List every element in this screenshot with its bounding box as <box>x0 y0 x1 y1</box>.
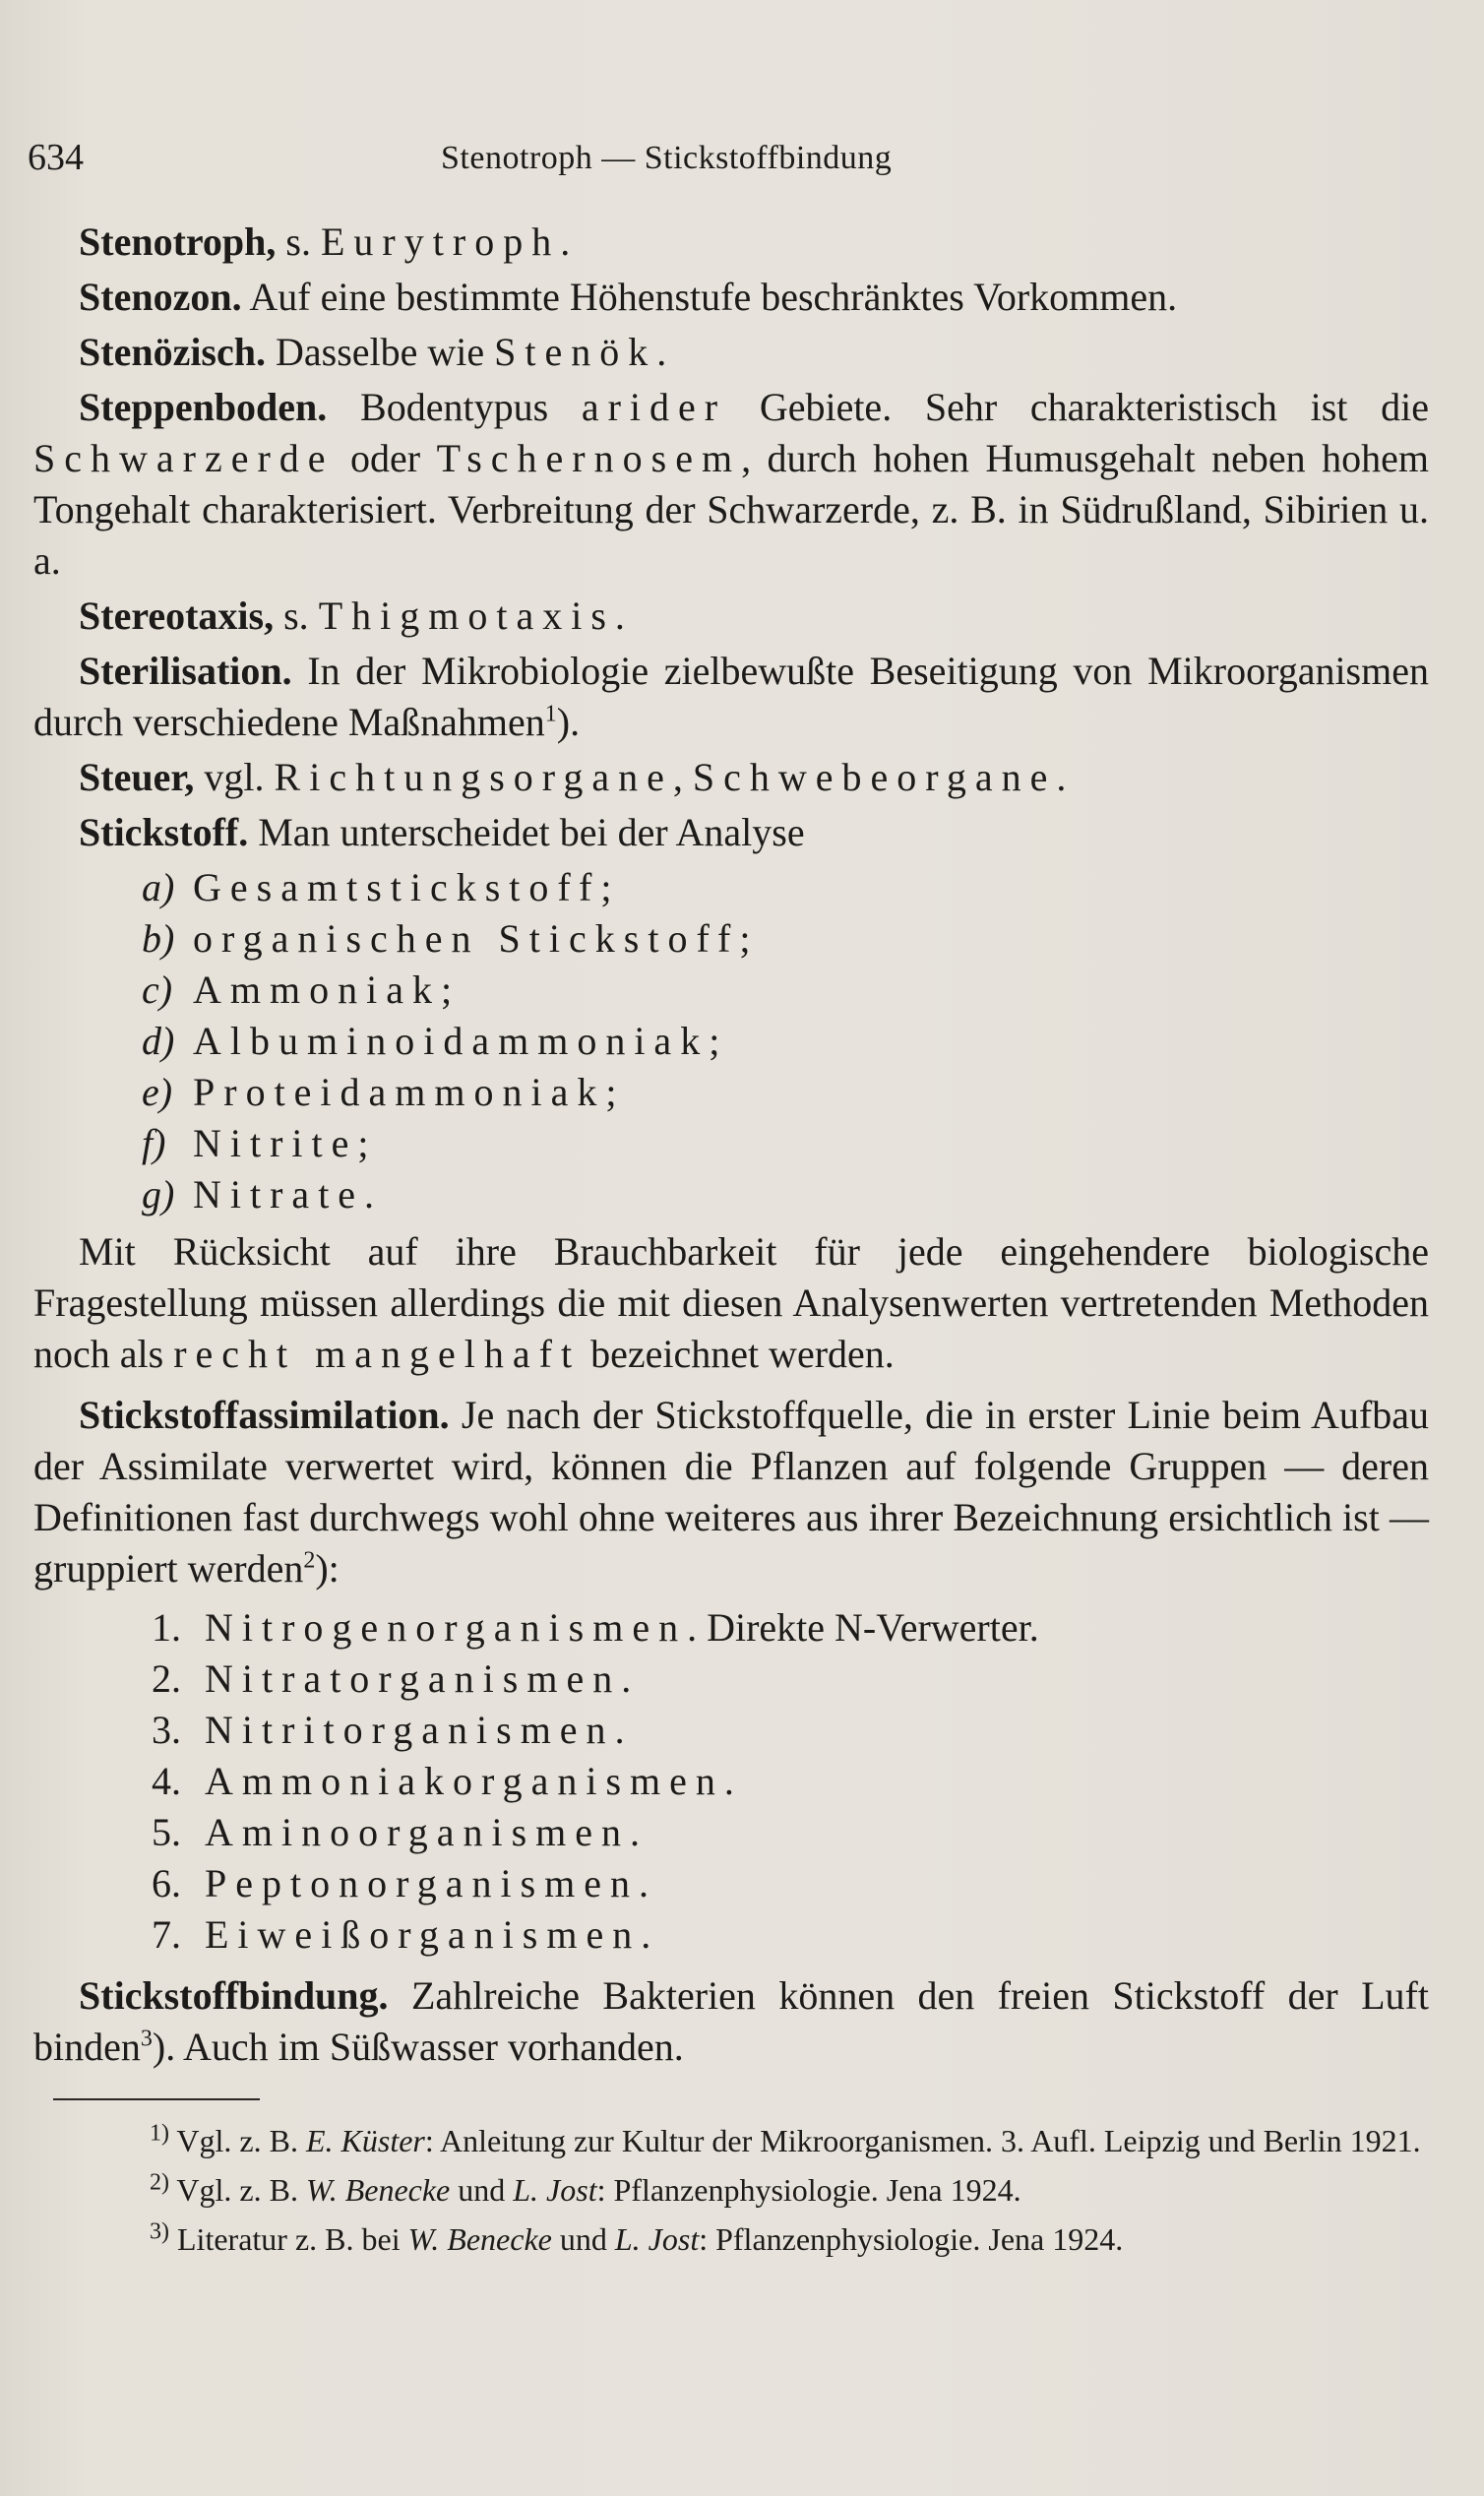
list-label: g) <box>142 1172 175 1217</box>
list-item <box>142 862 1429 913</box>
entry-text: Dasselbe wie <box>266 330 495 374</box>
footnote-text: : Anleitung zur Kultur der Mikroorganismen. 3. Aufl. Leipzig und Berlin 1921. <box>424 2123 1421 2158</box>
footnote-author: L. Jost <box>513 2172 597 2208</box>
list-text: Nitrogenorganismen <box>205 1605 688 1650</box>
footnote-1 <box>33 2118 1429 2163</box>
footnote-ref: 2 <box>303 1547 316 1574</box>
footnote-text: Literatur z. B. bei <box>169 2221 408 2257</box>
footnote-divider <box>53 2098 260 2100</box>
entry-text: Je nach der Stickstoffquelle, die in erster Linie beim Aufbau der Assimilate verwertet wird, können die Pflanzen auf folgende Gruppen — deren Definitionen fast durchwegs wohl ohne weiteres aus ihrer Bezeichnung ersichtlich ist — gruppiert werden <box>33 1393 1429 1591</box>
list-item <box>152 1756 1429 1807</box>
list-item <box>142 913 1429 965</box>
footnote-mark: 2) <box>150 2169 169 2196</box>
footnote-ref: 1 <box>544 701 557 727</box>
footnote-mark: 3) <box>150 2218 169 2245</box>
entry-text: Gebiete. Sehr charakteristisch ist die <box>726 385 1429 429</box>
entry-term: Stereotaxis, <box>79 593 275 638</box>
page-header <box>28 136 1425 195</box>
entry-term: Stenotroph, <box>79 219 277 264</box>
list-item <box>142 965 1429 1016</box>
list-text: Nitratorganismen <box>205 1656 622 1701</box>
list-text: Nitrite; <box>193 1121 378 1165</box>
list-item <box>152 1602 1429 1654</box>
list-suffix: . <box>641 1912 651 1957</box>
list-text: organischen Stickstoff; <box>193 916 760 961</box>
list-item <box>152 1858 1429 1909</box>
list-text: Nitritorganismen <box>205 1708 615 1752</box>
footnote-text: : Pflanzenphysiologie. Jena 1924. <box>596 2172 1021 2208</box>
entry-stickstoffassimilation <box>33 1390 1429 1594</box>
cross-reference: Thigmotaxis <box>318 593 615 638</box>
entry-punct: ): <box>315 1546 340 1591</box>
entry-term: Stenozon. <box>79 275 242 319</box>
list-text: Aminoorganismen <box>205 1810 631 1854</box>
list-number: 5. <box>152 1810 181 1854</box>
entry-text: , durch hohen Humusgehalt neben hohem Tongehalt charakterisiert. Verbreitung der Schwarzerde, z. B. in Südrußland, Sibirien u. a. <box>33 436 1429 583</box>
cross-reference: Schwebeorgane <box>692 755 1057 799</box>
list-item <box>142 1067 1429 1118</box>
entry-term: Stickstoff. <box>79 810 249 854</box>
footnote-text: : Pflanzenphysiologie. Jena 1924. <box>699 2221 1124 2257</box>
list-suffix: . Direkte N-Verwerter. <box>687 1605 1039 1650</box>
list-suffix: . <box>621 1656 632 1701</box>
entry-term: Stenözisch. <box>79 330 266 374</box>
footnote-text: und <box>551 2221 615 2257</box>
list-number: 2. <box>152 1656 181 1701</box>
entry-steuer <box>33 752 1429 803</box>
list-text: Ammoniak; <box>193 967 462 1012</box>
running-head: Stenotroph — Stickstoffbindung <box>441 140 893 176</box>
list-label: f) <box>142 1121 166 1165</box>
entry-punct: . <box>1056 755 1067 799</box>
list-text: Ammoniakorganismen <box>205 1759 724 1803</box>
cross-reference: Stenök <box>494 330 657 374</box>
entry-text: s. <box>274 593 319 638</box>
stickstoff-closing <box>33 1226 1429 1380</box>
entry-stickstoff <box>33 807 1429 858</box>
entry-punct: . <box>560 219 571 264</box>
entry-text: bezeichnet werden. <box>581 1332 895 1376</box>
entry-text: Bodentypus <box>327 385 582 429</box>
list-number: 6. <box>152 1861 181 1905</box>
page-number: 634 <box>28 137 84 178</box>
entry-punct: ). Auch im Süßwasser vorhanden. <box>152 2025 684 2069</box>
footnote-2 <box>33 2167 1429 2213</box>
entry-text: s. <box>276 219 321 264</box>
entry-text: oder <box>334 436 437 480</box>
entry-term: Stickstoffbindung. <box>79 1973 389 2018</box>
entry-text: Man unterscheidet bei der Analyse <box>248 810 805 854</box>
footnote-author: W. Benecke <box>305 2172 451 2208</box>
list-item <box>152 1705 1429 1756</box>
list-item <box>152 1807 1429 1858</box>
list-item <box>142 1169 1429 1220</box>
list-number: 4. <box>152 1759 181 1803</box>
footnote-author: W. Benecke <box>407 2221 552 2257</box>
entry-sterilisation <box>33 646 1429 748</box>
entry-text: In der Mikrobiologie zielbewußte Beseitigung von Mikroorganismen durch verschiedene Maßnahmen <box>33 649 1429 744</box>
list-label: b) <box>142 916 175 961</box>
entry-stickstoffbindung <box>33 1970 1429 2073</box>
footnote-author: E. Küster <box>305 2123 425 2158</box>
list-suffix: . <box>614 1708 625 1752</box>
entry-punct: ). <box>556 700 581 744</box>
organism-list <box>152 1602 1429 1961</box>
footnote-text: Vgl. z. B. <box>169 2123 306 2158</box>
spaced-word: recht mangelhaft <box>173 1332 582 1376</box>
footnotes <box>33 2118 1429 2262</box>
cross-reference: Eurytroph <box>321 219 561 264</box>
footnote-ref: 3 <box>140 2026 153 2052</box>
main-text <box>33 217 1429 2266</box>
analysis-list <box>142 862 1429 1220</box>
list-text: Albuminoidammoniak; <box>193 1019 729 1063</box>
list-number: 7. <box>152 1912 181 1957</box>
entry-text: vgl. <box>194 755 275 799</box>
entry-steppenboden <box>33 382 1429 587</box>
list-number: 1. <box>152 1605 181 1650</box>
footnote-3 <box>33 2216 1429 2262</box>
entry-punct: , <box>672 755 693 799</box>
entry-stereotaxis <box>33 591 1429 642</box>
footnote-author: L. Jost <box>614 2221 700 2257</box>
list-text: Nitrate. <box>193 1172 384 1217</box>
list-item <box>152 1909 1429 1961</box>
list-suffix: . <box>639 1861 649 1905</box>
entry-text: Auf eine bestimmte Höhenstufe beschränktes Vorkommen. <box>241 275 1178 319</box>
spaced-word: arider <box>581 385 727 429</box>
list-text: Eiweißorganismen <box>205 1912 642 1957</box>
list-label: d) <box>142 1019 175 1063</box>
entry-term: Sterilisation. <box>79 649 292 693</box>
cross-reference: Richtungsorgane <box>274 755 673 799</box>
entry-stenoezisch <box>33 327 1429 378</box>
list-label: a) <box>142 865 175 909</box>
entry-term: Steppenboden. <box>79 385 328 429</box>
list-text: Proteidammoniak; <box>193 1070 626 1114</box>
entry-stenozon <box>33 272 1429 323</box>
entry-punct: . <box>614 593 625 638</box>
footnote-mark: 1) <box>150 2120 169 2147</box>
list-number: 3. <box>152 1708 181 1752</box>
entry-text: Mit Rücksicht auf ihre Brauchbarkeit für jede eingehendere biologische Fragestellung müssen allerdings die mit diesen Analysenwerten vertretenden Methoden noch als <box>33 1229 1429 1376</box>
list-label: e) <box>142 1070 173 1114</box>
footnote-text: und <box>450 2172 514 2208</box>
list-item <box>142 1016 1429 1067</box>
entry-stenotroph <box>33 217 1429 268</box>
list-suffix: . <box>723 1759 734 1803</box>
footnote-text: Vgl. z. B. <box>169 2172 306 2208</box>
list-text: Peptonorganismen <box>205 1861 640 1905</box>
spaced-word: Schwarzerde <box>33 436 335 480</box>
entry-term: Steuer, <box>79 755 195 799</box>
spaced-word: Tschernosem <box>436 436 742 480</box>
list-label: c) <box>142 967 173 1012</box>
list-suffix: . <box>630 1810 641 1854</box>
entry-term: Stickstoffassimilation. <box>79 1393 450 1437</box>
list-text: Gesamtstickstoff; <box>193 865 621 909</box>
list-item <box>152 1654 1429 1705</box>
entry-text: Zahlreiche Bakterien können den freien Stickstoff der Luft binden <box>33 1973 1429 2069</box>
list-item <box>142 1118 1429 1169</box>
entry-punct: . <box>656 330 667 374</box>
